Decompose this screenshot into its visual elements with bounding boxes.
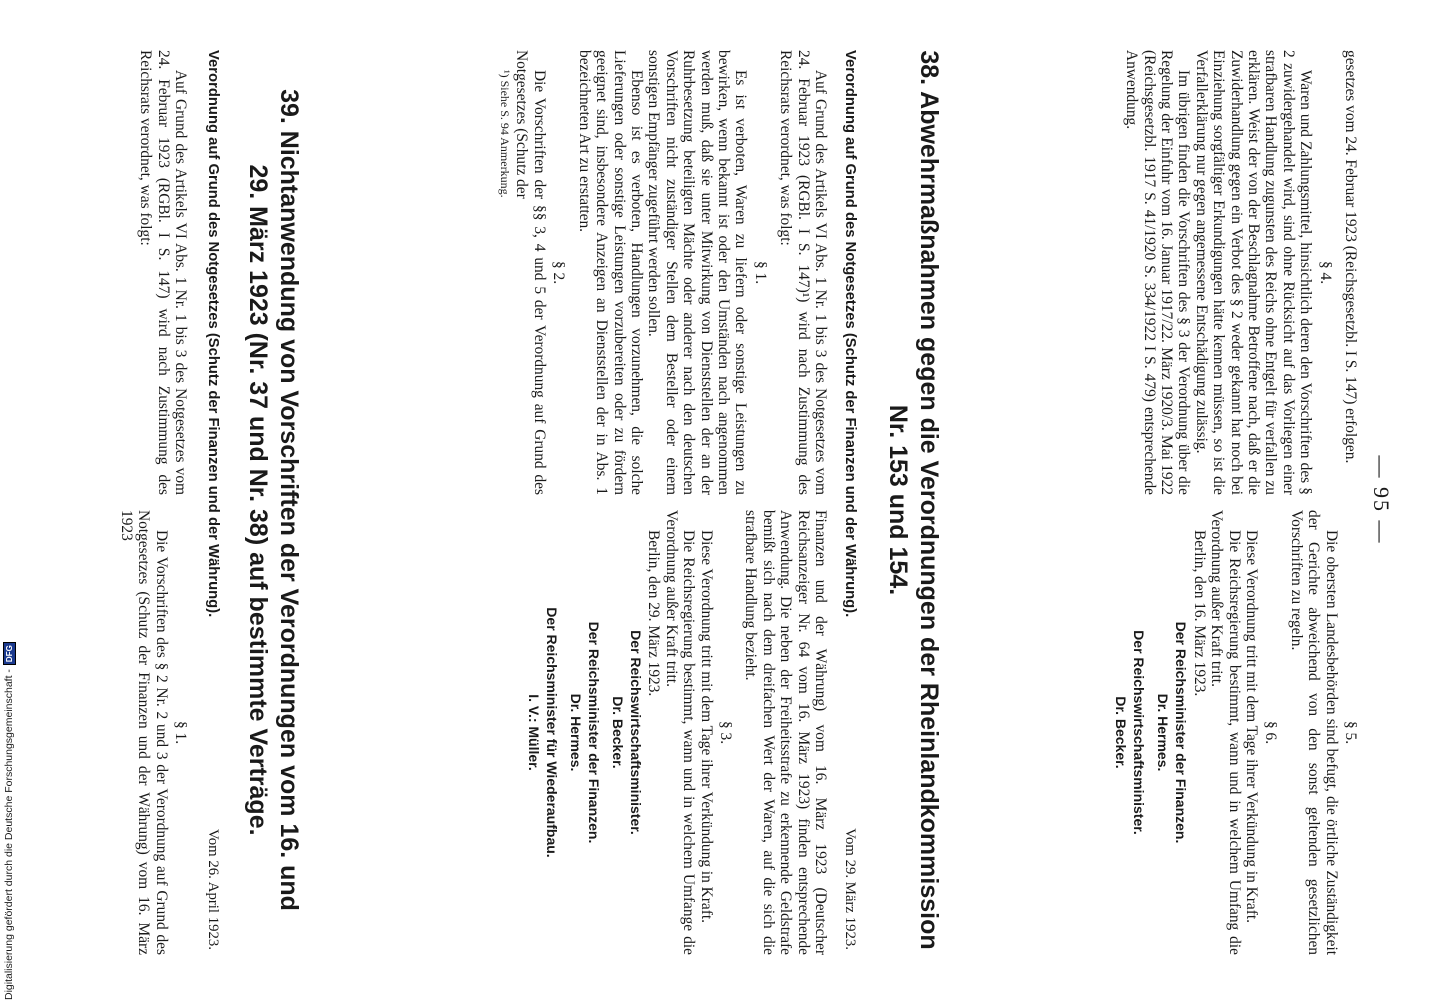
mid-left-column (496, 50, 829, 495)
section-mark: § 6. (1262, 720, 1280, 745)
heading-line: 29. März 1923 (Nr. 37 und Nr. 38) auf bestimmte Verträge. (244, 164, 272, 836)
subtitle-date: Vom 29. März 1923. (842, 828, 858, 950)
top-left-column (1123, 50, 1359, 495)
subtitle-text: Verordnung auf Grund des Notgesetzes (Schutz der Finanzen und der Währung). (205, 50, 221, 618)
heading-line: Nr. 153 und 154. (884, 404, 912, 596)
heading-line: 39. Nichtanwendung von Vorschriften der Verordnungen vom 16. und (275, 89, 303, 911)
signature-name: Dr. Hermes. (1155, 693, 1172, 772)
section-mark: § 5. (1342, 720, 1359, 745)
subtitle-text: Verordnung auf Grund des Notgesetzes (Schutz der Finanzen und der Währung). (842, 50, 858, 618)
bottom-right-column (117, 510, 189, 955)
mid-right-column (519, 510, 829, 955)
paragraph: gesetzes vom 24. Februar 1923 (Reichsgesetzbl. I S. 147) erfolgen. (1342, 50, 1359, 464)
date-line: Berlin, den 16. März 1923. (1190, 530, 1208, 697)
section-mark: § 4. (1316, 260, 1334, 285)
paragraph: Auf Grund des Artikels VI Abs. 1 Nr. 1 bis 3 des Notgesetzes vom 24. Februar 1923 (RGBl. I S. 147) wird nach Zustimmung des Reichsrats verordnet, was folgt: (137, 50, 189, 495)
digitization-text: Digitalisierung gefördert durch die Deutsche Forschungsgemeinschaft - (3, 669, 15, 1000)
section-mark: § 3. (716, 720, 734, 745)
regulation-subtitle-38 (841, 50, 859, 950)
signature-name: Dr. Hermes. (567, 693, 584, 772)
paragraph: Die obersten Landesbehörden sind befugt, die örtliche Zuständigkeit der Gerichte abweichend von den sonst geltenden gesetzlichen Vorschriften zu regeln. (1287, 510, 1340, 955)
page-number: — 95 — (1369, 455, 1394, 545)
heading-line: 38. Abwehrmaßnahmen gegen die Verordnungen der Rheinlandkommission (915, 50, 943, 950)
paragraph: Diese Verordnung tritt mit dem Tage ihrer Verkündung in Kraft. (1242, 530, 1260, 924)
digitization-note (0, 600, 18, 1000)
signature-name: I. V.: Müller. (525, 694, 542, 771)
signature-name: Dr. Becker. (1113, 696, 1130, 769)
paragraph: Finanzen und der Währung) vom 16. März 1923 (Deutscher Reichsanzeiger Nr. 64 vom 16. März 1923) finden entsprechende Anwendung. Die neben der Freiheitsstrafe zu erkennende Geldstrafe bemißt sich nach dem dreifachen Wert der Waren, auf die sich die strafbare Handlung bezieht. (742, 510, 829, 955)
section-mark: § 1. (172, 720, 189, 745)
paragraph: Die Vorschriften der §§ 3, 4 und 5 der Verordnung auf Grund des Notgesetzes (Schutz der (513, 50, 548, 495)
dfg-logo: DFG (3, 642, 16, 665)
paragraph: Die Reichsregierung bestimmt, wann und in welchem Umfange die Verordnung außer Kraft tritt. (662, 510, 698, 955)
top-right-column (1106, 510, 1359, 955)
section-heading-38 (882, 50, 944, 950)
section-mark: § 2. (550, 260, 568, 285)
signature-title: Der Reichsminister der Finanzen. (585, 621, 602, 844)
paragraph: Diese Verordnung tritt mit dem Tage ihrer Verkündung in Kraft. (697, 530, 715, 924)
paragraph: Im übrigen finden die Vorschriften des § 3 der Verordnung über die Regelung der Einfuhr vom 16. Januar 1917/22. März 1920/3. Mai 1922 (Reichsgesetzbl. 1917 S. 41/1920 S. 334/1922 I S. 479) entsprechende Anwendung. (1123, 50, 1193, 495)
section-heading-39 (242, 50, 304, 950)
paragraph: Die Reichsregierung bestimmt, wann und in welchem Umfang die Verordnung außer Kraft tritt. (1208, 510, 1243, 955)
signature-title: Der Reichswirtschaftsminister. (627, 630, 644, 835)
footnote: ¹) Siehe S. 94 Anmerkung. (498, 70, 513, 198)
regulation-subtitle-39 (204, 50, 222, 950)
paragraph: Die Vorschriften des § 2 Nr. 2 und 3 der Verordnung auf Grund des Notgesetzes (Schutz der Finanzen und der Währung) vom 16. März 1923 (117, 510, 170, 955)
paragraph: Ebenso ist es verboten, Handlungen vorzunehmen, die solche Lieferungen oder sonstige Leistungen vorzubereiten oder zu fördern geeignet sind, insbesondere Anzeigen an Dienststellen der in Abs. 1 bezeichneten Art zu erstatten. (575, 50, 645, 495)
subtitle-date: Vom 26. April 1923. (205, 829, 221, 950)
signature-name: Dr. Becker. (609, 696, 626, 769)
signature-title: Der Reichsminister für Wiederaufbau. (543, 607, 560, 858)
date-line: Berlin, den 29. März 1923. (645, 530, 663, 697)
signature-title: Der Reichsminister der Finanzen. (1173, 621, 1190, 844)
paragraph: Waren und Zahlungsmittel, hinsichtlich deren den Vorschriften des § 2 zuwidergehandelt wird, sind ohne Rücksicht auf das Vorliegen einer strafbaren Handlung zugunsten des Reichs ohne Entgelt für verfallen zu erklären. Weist der von der Beschlagnahme Betroffene nach, daß er die Zuwiderhandlung gegen ein Verbot des § 2 weder gekannt hat noch bei Einziehung sorgfältiger Erkundigungen hätte kennen müssen, so ist die Verfallerklärung nur gegen angemessene Entschädigung zulässig. (1192, 50, 1315, 495)
signature-title: Der Reichswirtschaftsminister. (1131, 630, 1148, 835)
paragraph: Auf Grund des Artikels VI Abs. 1 Nr. 1 bis 3 des Notgesetzes vom 24. Februar 1923 (RGBl. I S. 147)¹) wird nach Zustimmung des Reichsrats verordnet, was folgt: (777, 50, 829, 495)
paragraph: Es ist verboten, Waren zu liefern oder sonstige Leistungen zu bewirken, wenn bekannt ist oder den Umständen nach angenommen werden muß, daß sie unter Mitwirkung von Dienststellen der an der Ruhrbesetzung beteiligten Mächte oder anderer nach den deutschen Vorschriften nicht zuständiger Stellen dem Besteller oder einem sonstigen Empfänger zugeführt werden sollen. (645, 50, 750, 495)
bottom-left-column (137, 50, 189, 495)
section-mark: § 1. (751, 260, 769, 285)
